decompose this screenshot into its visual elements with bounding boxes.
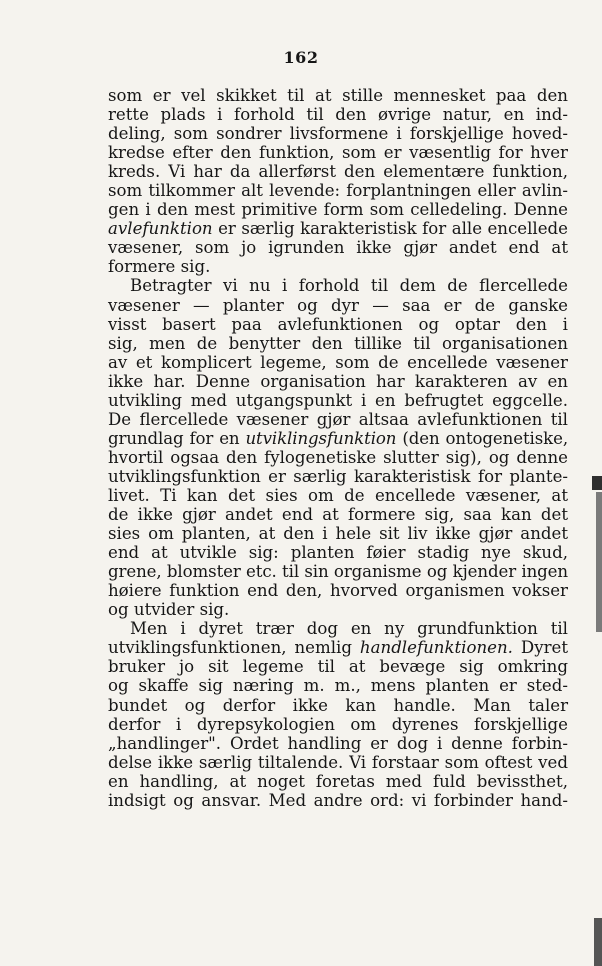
page-number: 162 xyxy=(283,48,319,67)
text-line: utvikling med utgangspunkt i en befrugtet eggcelle. xyxy=(108,390,568,410)
text-segment: grundlag for en xyxy=(108,428,246,448)
text-line: deling, som sondrer livsformene i forskjellige hoved- xyxy=(108,124,568,144)
text-line: formere sig. xyxy=(108,257,211,277)
text-line: som er vel skikket til at stille mennesket paa den xyxy=(108,86,568,105)
text-line xyxy=(108,638,568,657)
text-line: og skaffe sig næring m. m., mens planten er sted- xyxy=(108,676,568,696)
text-segment: Dyret xyxy=(512,638,568,658)
text-line: rette plads i forhold til den øvrige natur, en ind- xyxy=(108,105,568,125)
text-line: Men i dyret trær dog en ny grundfunktion til xyxy=(130,619,568,639)
text-line: kredse efter den funktion, som er væsentlig for hver xyxy=(108,143,568,163)
text-line: Betragter vi nu i forhold til dem de flercellede xyxy=(130,276,568,296)
text-line: De flercellede væsener gjør altsaa avlefunktionen til xyxy=(108,409,568,429)
text-line: gen i den mest primitive form som celledeling. Denne xyxy=(108,200,568,220)
text-line: „handlinger". Ordet handling er dog i denne forbin- xyxy=(108,733,568,753)
text-line: væsener, som jo igrunden ikke gjør andet end at xyxy=(108,238,568,258)
page-edge-shadow xyxy=(594,918,602,966)
text-line: av et komplicert legeme, som de encellede væsener xyxy=(108,352,568,372)
text-line: høiere funktion end den, hvorved organismen vokser xyxy=(108,581,568,601)
text-line: væsener — planter og dyr — saa er de ganske xyxy=(108,295,568,315)
text-line: en handling, at noget foretas med fuld bevissthet, xyxy=(108,771,568,791)
text-line: livet. Ti kan det sies om de encellede væsener, at xyxy=(108,485,568,505)
text-segment: (den ontogenetiske, xyxy=(396,428,568,448)
text-line: derfor i dyrepsykologien om dyrenes forskjellige xyxy=(108,714,568,734)
emphasized-term: handlefunktionen. xyxy=(359,638,513,658)
body-text xyxy=(108,86,568,810)
text-line: kreds. Vi har da allerførst den elementære funktion, xyxy=(108,162,568,182)
text-line: ikke har. Denne organisation har karakteren av en xyxy=(108,371,568,391)
emphasized-term: avlefunktion xyxy=(108,219,213,239)
text-line: sies om planten, at den i hele sit liv ikke gjør andet xyxy=(108,524,568,544)
text-line: visst basert paa avlefunktionen og optar den i xyxy=(108,314,568,334)
text-line: grene, blomster etc. til sin organisme og kjender ingen xyxy=(108,562,568,582)
text-segment: er særlig karakteristisk for alle encellede xyxy=(212,219,568,239)
text-line xyxy=(108,219,568,238)
text-line: bundet og derfor ikke kan handle. Man taler xyxy=(108,695,568,715)
emphasized-term: utviklingsfunktion xyxy=(245,428,397,448)
text-line: sig, men de benytter den tillike til organisationen xyxy=(108,333,568,353)
text-line: bruker jo sit legeme til at bevæge sig omkring xyxy=(108,657,568,677)
text-line: de ikke gjør andet end at formere sig, saa kan det xyxy=(108,505,568,525)
text-line: hvortil ogsaa den fylogenetiske slutter sig), og denne xyxy=(108,447,568,467)
text-line: delse ikke særlig tiltalende. Vi forstaar som oftest ved xyxy=(108,752,568,772)
text-segment: utviklingsfunktionen, nemlig xyxy=(108,638,360,658)
text-line: indsigt og ansvar. Med andre ord: vi forbinder hand- xyxy=(108,790,568,810)
text-line: end at utvikle sig: planten føier stadig nye skud, xyxy=(108,543,568,563)
text-line: og utvider sig. xyxy=(108,600,230,620)
text-line: som tilkommer alt levende: forplantningen eller avlin- xyxy=(108,181,568,201)
page-edge-mark xyxy=(592,476,602,490)
text-line xyxy=(108,429,568,448)
text-line: utviklingsfunktion er særlig karakteristisk for plante- xyxy=(108,466,568,486)
page-edge-shadow xyxy=(596,492,602,632)
